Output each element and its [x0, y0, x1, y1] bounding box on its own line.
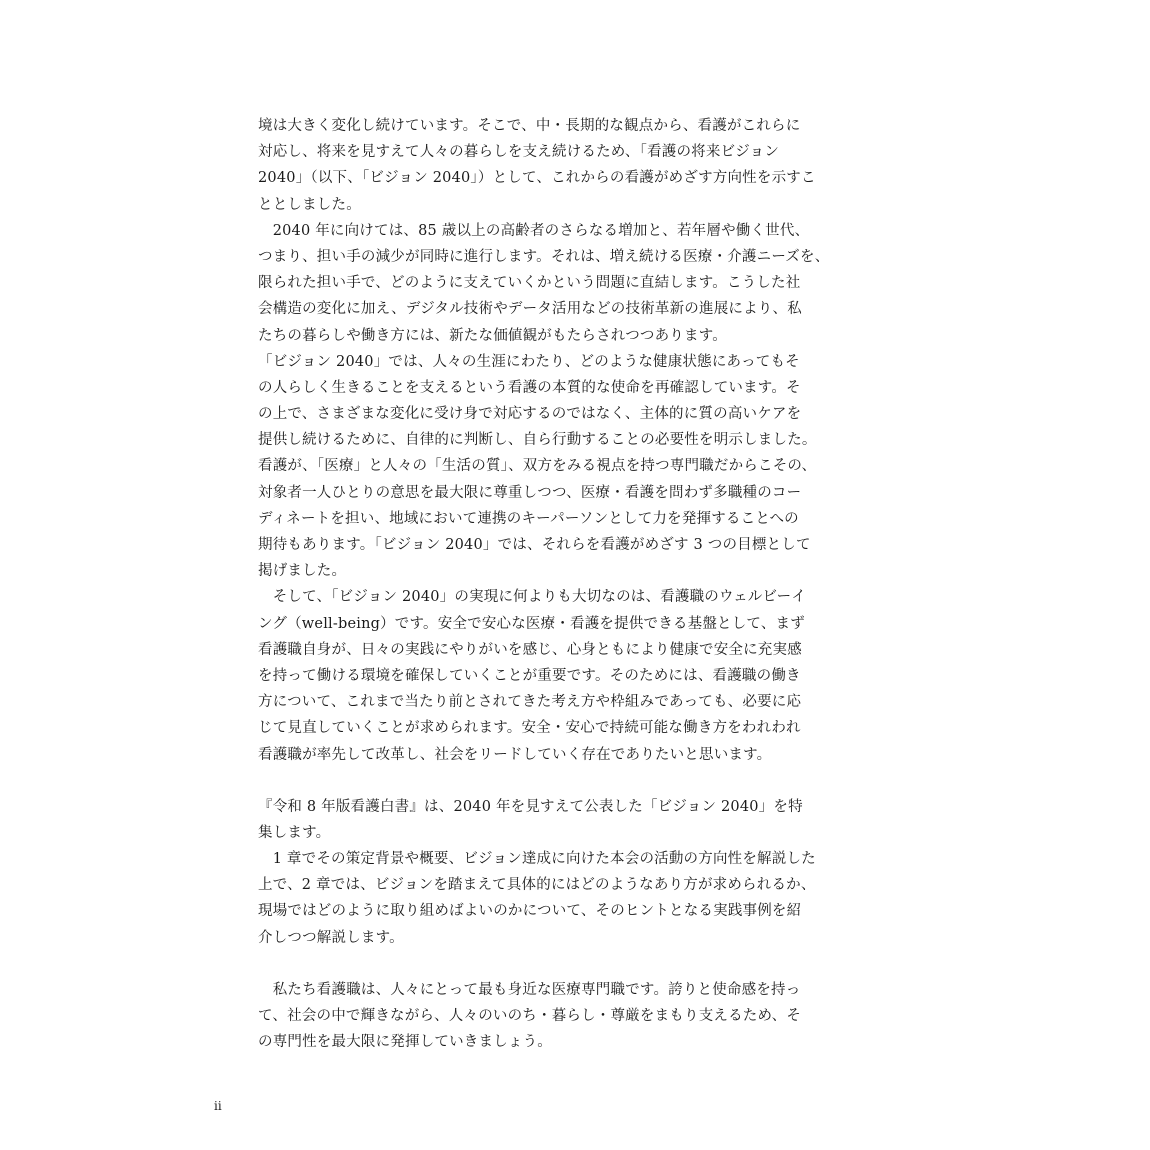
text-line: 上で、2 章では、ビジョンを踏まえて具体的にはどのようなあり方が求められるか、: [258, 877, 816, 894]
text-line: 私たち看護職は、人々にとって最も身近な医療専門職です。誇りと使命感を持っ: [258, 981, 801, 998]
paragraph: [258, 584, 848, 767]
text-line: 限られた担い手で、どのように支えていくかという問題に直結します。こうした社: [258, 275, 801, 292]
text-line: 2040」（以下、「ビジョン 2040」）として、これからの看護がめざす方向性を示すこ: [258, 170, 816, 187]
paragraph-gap: [258, 768, 848, 794]
text-line: を持って働ける環境を確保していくことが重要です。そのためには、看護職の働き: [258, 667, 801, 684]
text-line: 介しつつ解説します。: [258, 929, 404, 946]
paragraph: [258, 846, 848, 951]
text-line: の上で、さまざまな変化に受け身で対応するのではなく、主体的に質の高いケアを: [258, 406, 802, 423]
paragraph: [258, 349, 848, 585]
text-line: 掲げました。: [258, 563, 347, 580]
text-line: 看護が、「医療」と人々の「生活の質」、双方をみる視点を持つ専門職だからこその、: [258, 458, 817, 475]
page-number: ii: [214, 1099, 222, 1113]
text-line: 『令和 8 年版看護白書』は、2040 年を見すえて公表した「ビジョン 2040」を特: [258, 798, 803, 815]
text-line: 対象者一人ひとりの意思を最大限に尊重しつつ、医療・看護を問わず多職種のコー: [258, 484, 802, 501]
text-line: 境は大きく変化し続けています。そこで、中・長期的な観点から、看護がこれらに: [258, 118, 801, 134]
text-line: 対応し、将来を見すえて人々の暮らしを支え続けるため、「看護の将来ビジョン: [258, 144, 780, 161]
text-line: 2040 年に向けては、85 歳以上の高齢者のさらなる増加と、若年層や働く世代、: [258, 222, 810, 239]
text-line: 方について、これまで当たり前とされてきた考え方や枠組みであっても、必要に応: [258, 694, 802, 711]
paragraph-gap: [258, 951, 848, 977]
text-line: 集します。: [258, 824, 331, 841]
text-line: たちの暮らしや働き方には、新たな価値観がもたらされつつあります。: [258, 327, 727, 344]
body-text: [258, 113, 848, 1055]
text-line: 会構造の変化に加え、デジタル技術やデータ活用などの技術革新の進展により、私: [258, 301, 802, 318]
text-line: の人らしく生きることを支えるという看護の本質的な使命を再確認しています。そ: [258, 379, 801, 396]
text-line: そして、「ビジョン 2040」の実現に何よりも大切なのは、看護職のウェルビーイ: [258, 589, 807, 606]
text-line: 現場ではどのように取り組めばよいのかについて、そのヒントとなる実践事例を紹: [258, 903, 802, 920]
text-line: 期待もあります。「ビジョン 2040」では、それらを看護がめざす 3 つの目標として: [258, 537, 811, 553]
text-line: ディネートを担い、地域において連携のキーパーソンとして力を発揮することへの: [258, 510, 799, 527]
text-line: ング（well-being）です。安全で安心な医療・看護を提供できる基盤として、まず: [258, 615, 805, 632]
text-line: じて見直していくことが求められます。安全・安心で持続可能な働き方をわれわれ: [258, 720, 801, 737]
text-line: 提供し続けるために、自律的に判断し、自ら行動することの必要性を明示しました。: [258, 432, 817, 449]
text-line: 看護職自身が、日々の実践にやりがいを感じ、心身ともにより健康で安全に充実感: [258, 641, 802, 658]
text-line: つまり、担い手の減少が同時に進行します。それは、増え続ける医療・介護ニーズを、: [258, 248, 830, 265]
paragraph: [258, 977, 848, 1056]
paragraph: [258, 113, 848, 218]
text-line: 「ビジョン 2040」では、人々の生涯にわたり、どのような健康状態にあってもそ: [258, 353, 800, 370]
text-line: て、社会の中で輝きながら、人々のいのち・暮らし・尊厳をまもり支えるため、そ: [258, 1008, 802, 1024]
text-line: の専門性を最大限に発揮していきましょう。: [258, 1034, 552, 1051]
text-line: 看護職が率先して改革し、社会をリードしていく存在でありたいと思います。: [258, 746, 772, 763]
paragraph: [258, 218, 848, 349]
text-line: ととしました。: [258, 196, 361, 213]
paragraph: [258, 794, 848, 846]
text-line: 1 章でその策定背景や概要、ビジョン達成に向けた本会の活動の方向性を解説した: [258, 851, 816, 868]
